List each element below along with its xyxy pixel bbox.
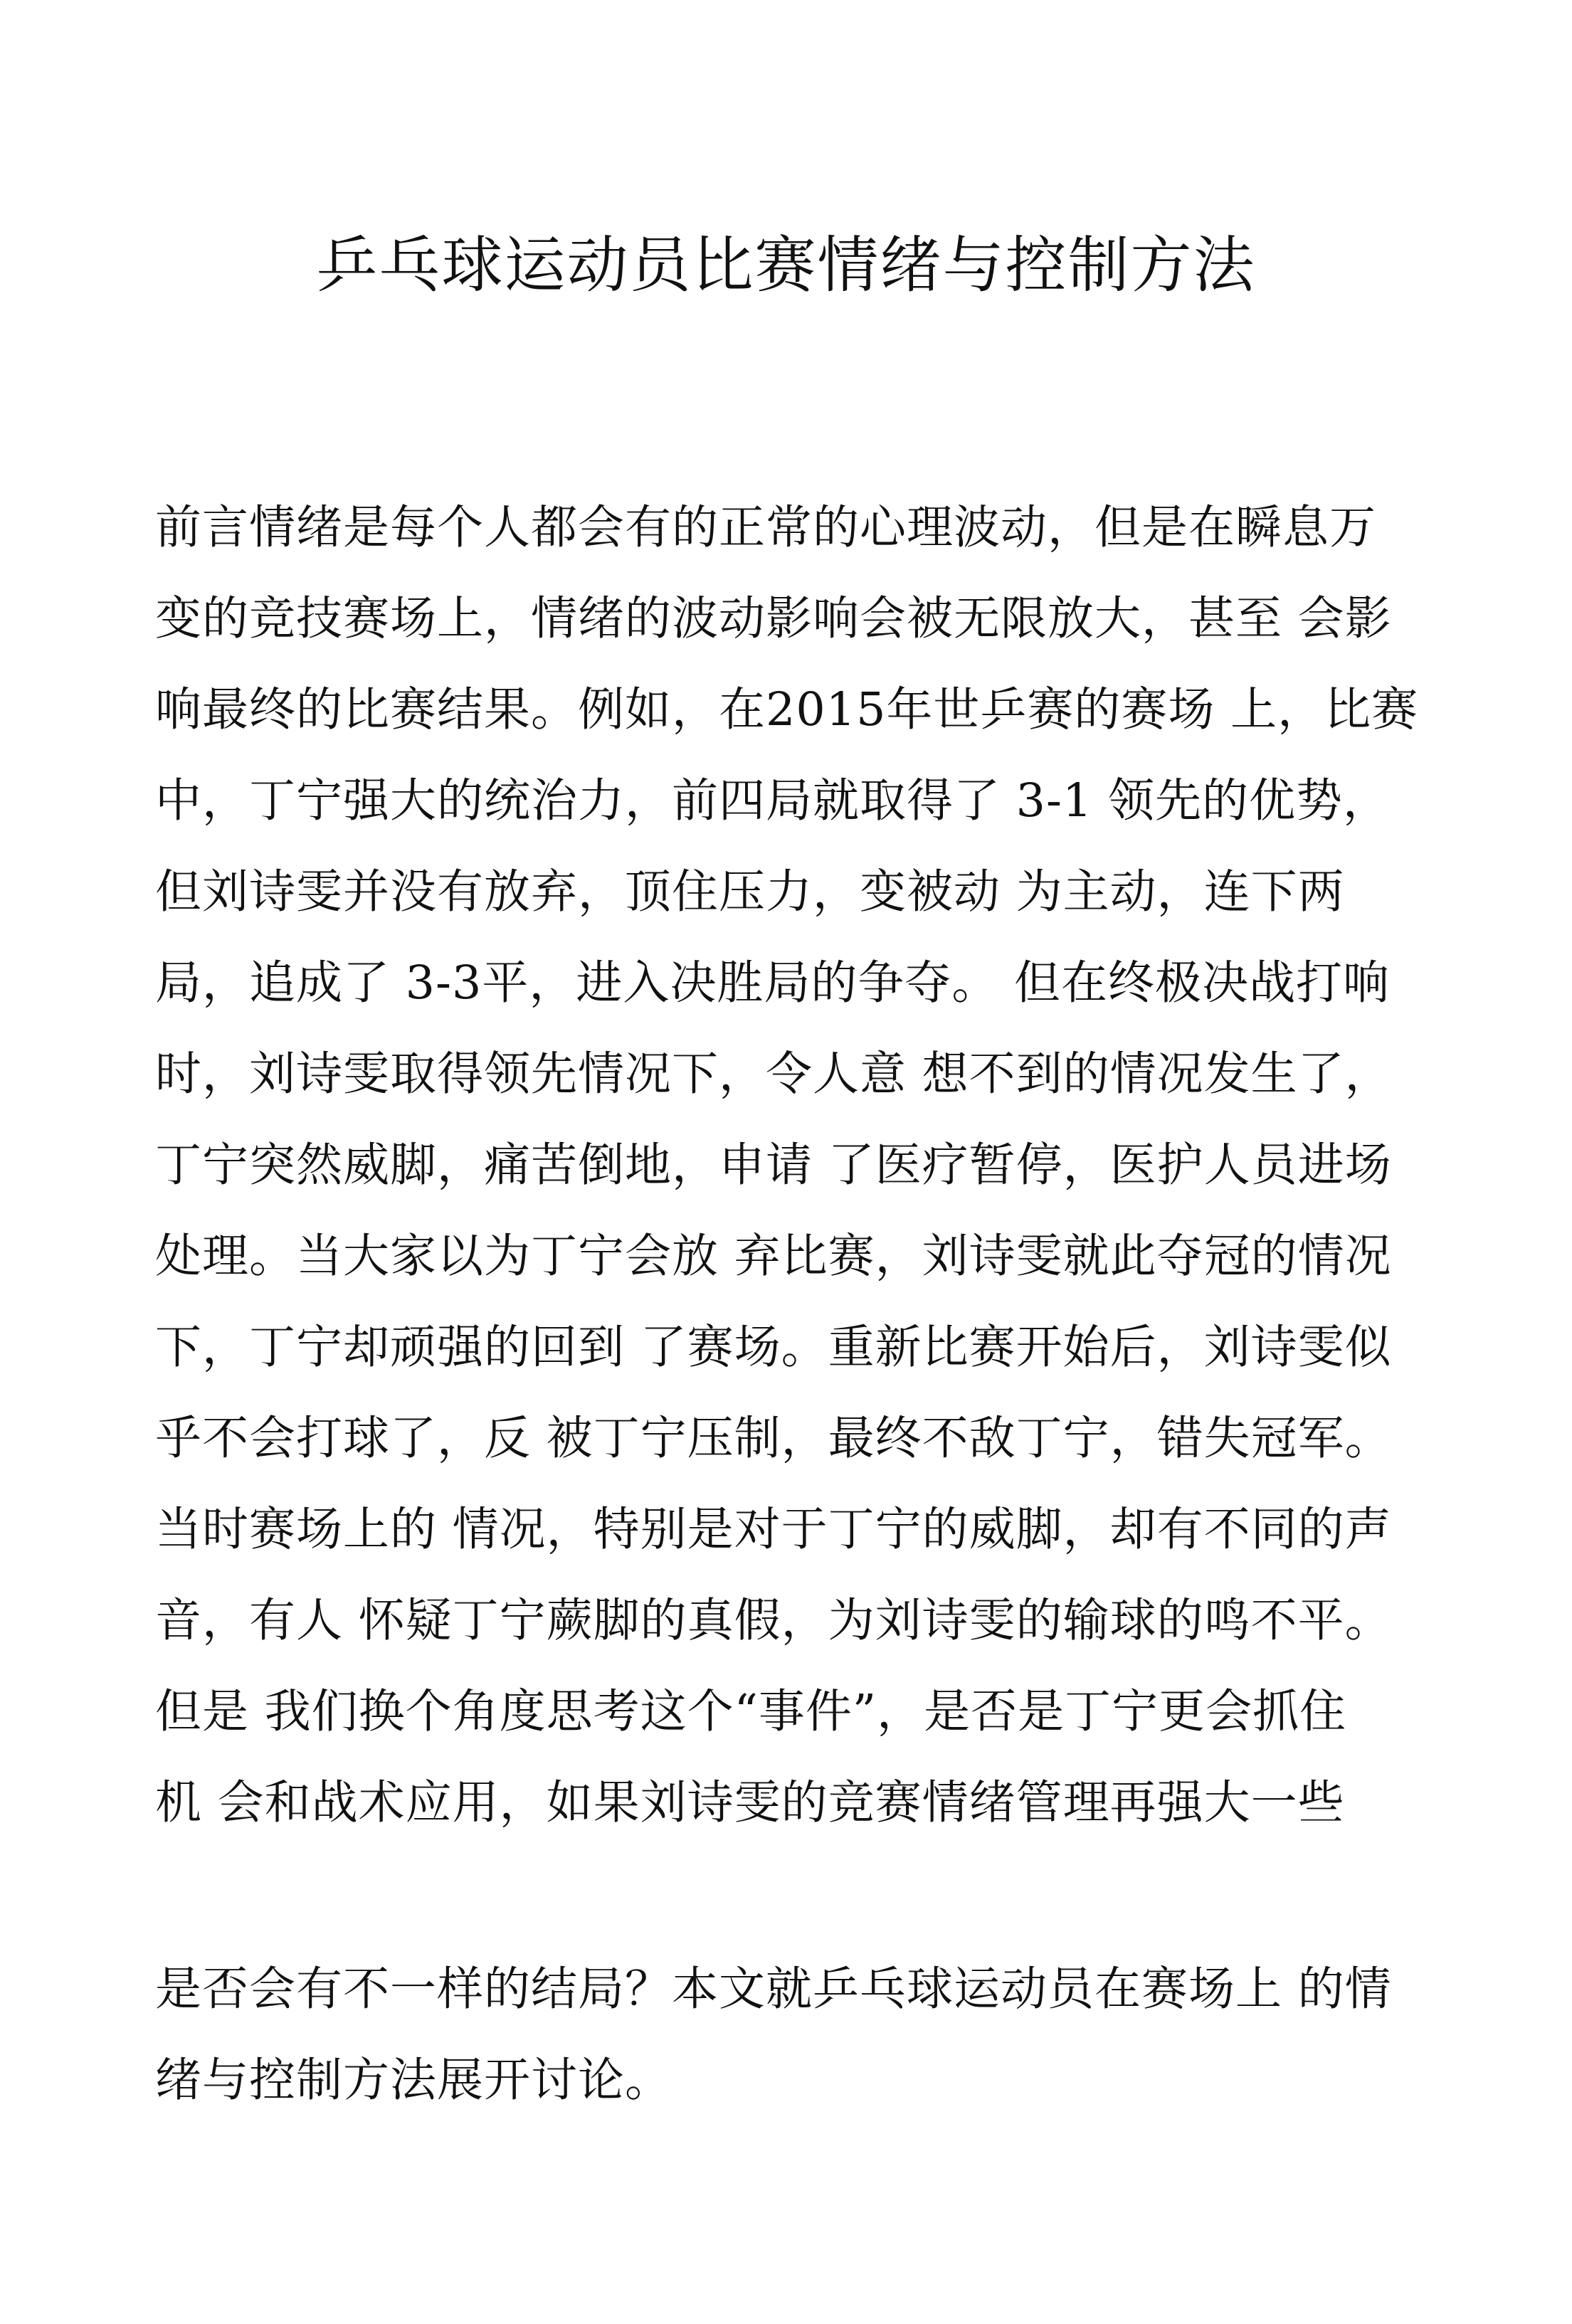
text-line: 下，丁宁却顽强的回到 了赛场。重新比赛开始后，刘诗雯似 [155,1321,1392,1374]
text-line: 音，有人 怀疑丁宁蕨脚的真假，为刘诗雯的输球的鸣不平。 [155,1594,1392,1647]
text-line: 机 会和战术应用，如果刘诗雯的竞赛情绪管理再强大一些 [155,1776,1345,1829]
text-line: 变的竞技赛场上，情绪的波动影响会被无限放大，甚至 会影 [155,592,1392,645]
text-line: 响最终的比赛结果。例如，在2015年世乒赛的赛场 上，比赛 [155,683,1419,736]
text-line: 处理。当大家以为丁宁会放 弃比赛，刘诗雯就此夺冠的情况 [155,1230,1392,1283]
text-line: 中，丁宁强大的统治力，前四局就取得了 3-1 领先的优势， [155,774,1390,828]
text-line: 绪与控制方法展开讨论。 [155,2054,672,2107]
page-title: 乒乓球运动员比赛情绪与控制方法 [316,230,1256,301]
text-line: 时，刘诗雯取得领先情况下，令人意 想不到的情况发生了， [155,1047,1392,1101]
paragraph-2 [155,1944,1457,2126]
text-line: 当时赛场上的 情况，特别是对于丁宁的威脚，却有不同的声 [155,1503,1392,1556]
text-line: 但是 我们换个角度思考这个“事件”，是否是丁宁更会抓住 [155,1685,1347,1738]
text-line: 前言情绪是每个人都会有的正常的心理波动，但是在瞬息万 [155,501,1377,554]
text-line: 乎不会打球了，反 被丁宁压制，最终不敌丁宁，错失冠军。 [155,1412,1392,1465]
text-line: 但刘诗雯并没有放弃，顶住压力，变被动 为主动，连下两 [155,865,1345,919]
text-line: 局，追成了 3-3平，进入决胜局的争夺。 但在终极决战打响 [155,956,1390,1010]
text-line: 丁宁突然威脚，痛苦倒地，申请 了医疗暂停，医护人员进场 [155,1139,1392,1192]
text-line: 是否会有不一样的结局？本文就乒乓球运动员在赛场上 的情 [155,1963,1392,2016]
paragraph-1 [155,482,1457,1849]
